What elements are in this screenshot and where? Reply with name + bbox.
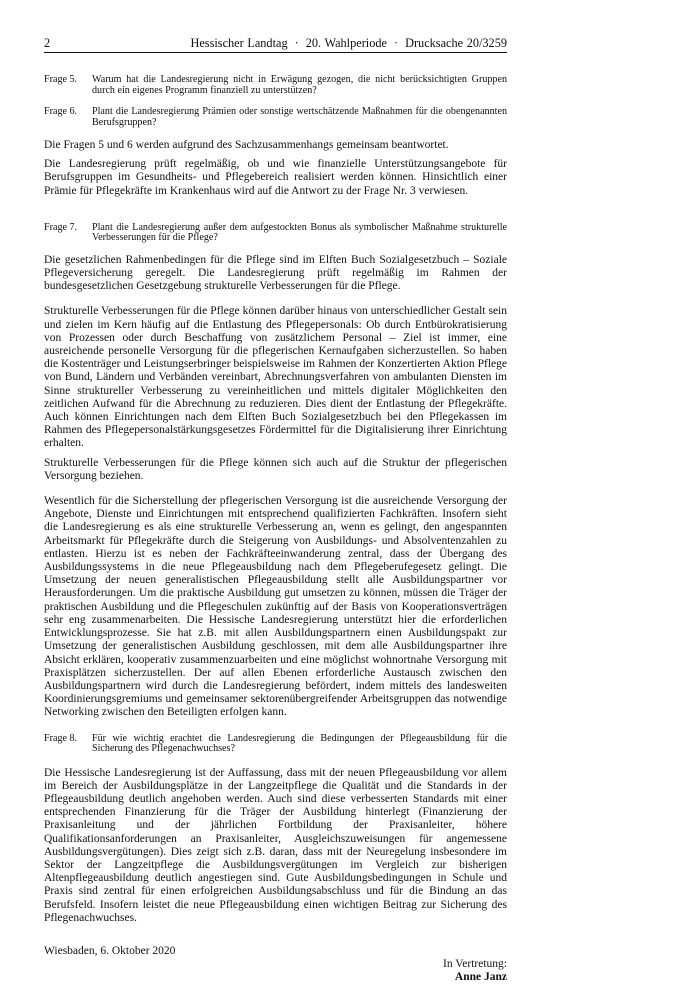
- signature-block: [44, 958, 507, 984]
- answer-paragraph: Die Fragen 5 und 6 werden aufgrund des Sachzusammenhangs gemeinsam beantwortet.: [44, 139, 449, 151]
- header-separator: ·: [294, 36, 299, 50]
- question-label: Frage 7.: [44, 221, 78, 233]
- answer-paragraph: Die gesetzlichen Rahmenbedingen für die Pflege sind im Elften Buch Sozialgesetzbuch – Soziale Pflegeversicherung geregelt. Die Landesregierung prüft regelmäßig im Rahmen der bundesgesetzlichen Gesetzgebung strukturelle Verbesserungen für die Pflege.: [44, 253, 507, 293]
- question-6: [44, 107, 507, 128]
- question-text: Plant die Landesregierung außer dem aufgestockten Bonus als symbolischer Maßnahme strukturelle Verbesserungen für die Pflege?: [92, 221, 507, 244]
- question-text: Warum hat die Landesregierung nicht in Erwägung gezogen, die nicht berücksichtigten Gruppen durch ein eigenes Programm finanziell zu unterstützen?: [92, 74, 507, 96]
- page-content: [44, 36, 507, 985]
- answer-paragraph: Die Landesregierung prüft regelmäßig, ob und wie finanzielle Unterstützungsangebote für Berufsgruppen im Gesundheits- und Pflegebereich realisiert werden können. Hinsichtlich einer Prämie für Pflegekräfte im Krankenhaus wird auf die Antwort zu der Frage Nr. 3 verwiesen.: [44, 158, 507, 197]
- question-text: Für wie wichtig erachtet die Landesregierung die Bedingungen der Pflegeausbildung für die Sicherung des Pflegenachwuchses?: [92, 732, 507, 755]
- place-date: Wiesbaden, 6. Oktober 2020: [44, 944, 176, 957]
- representation-label: In Vertretung:: [443, 958, 507, 971]
- question-8: [44, 734, 507, 755]
- header-drucksache: Drucksache 20/3259: [405, 36, 507, 50]
- page-header: [44, 36, 507, 53]
- answer-paragraph: Wesentlich für die Sicherstellung der pflegerischen Versorgung ist die ausreichende Versorgung der Angebote, Dienste und Einrichtungen mit entsprechend qualifizierten Fachkräften. Insofern sieht die Landesregierung es als eine strukturelle Verbesserung an, wenn es gelingt, den angespannten Arbeitsmarkt für Pflegekräfte durch die Steigerung von Ausbildungs- und Absolventenzahlen zu entlasten. Hierzu ist es neben der Fachkräfteeinwanderung zentral, dass der Übergang des Ausbildungssystems in die neue Pflegeausbildung nach dem Pflegeberufegesetz gelingt. Die Umsetzung der neuen generalistischen Pflegeausbildung stellt alle Ausbildungspartner vor Herausforderungen. Um die praktische Ausbildung gut umsetzen zu können, müssen die Träger der praktischen Ausbildung und die Pflegeschulen zukünftig auf der Basis von Kooperationsverträgen sehr eng zusammenarbeiten. Die Hessische Landesregierung unterstützt hier die erforderlichen Entwicklungsprozesse. Sie hat z.B. mit allen Ausbildungspartnern einen Ausbildungspakt zur Umsetzung der generalistischen Ausbildung geschlossen, mit dem alle Ausbildungspartner ihre Absicht erklären, kooperativ zusammenzuarbeiten und eine möglichst wohnortnahe Versorgung mit Praxisplätzen sicherzustellen. Der auf allen Ebenen erforderliche Austausch zwischen den Ausbildungspartnern wird durch die Landesregierung befördert, indem mittels des landesweiten Koordinierungsgremiums und gemeinsamer sektorenübergreifender Arbeitsgruppen das notwendige Networking zwischen den Beteiligten erfolgen kann.: [44, 495, 507, 719]
- question-label: Frage 6.: [44, 106, 78, 117]
- header-meta: [190, 36, 507, 50]
- signer-name: Anne Janz: [454, 971, 507, 984]
- question-text: Plant die Landesregierung Prämien oder sonstige wertschätzende Maßnahmen für die obengenannten Berufsgruppen?: [92, 106, 507, 128]
- answer-paragraph: Strukturelle Verbesserungen für die Pflege können sich auch auf die Struktur der pflegerischen Versorgung beziehen.: [44, 456, 507, 482]
- answer-paragraph: Strukturelle Verbesserungen für die Pflege können darüber hinaus von unterschiedlicher Gestalt sein und zielen im Kern häufig auf die Entlastung des Pflegepersonals: Ob durch Entbürokratisierung von Prozessen oder durch Beschaffung von zusätzlichem Personal – Ziel ist immer, eine ausreichende personelle Versorgung für die pflegerischen Kernaufgaben sicherzustellen. So haben die Kostenträger und Leistungserbringer beispielsweise im Rahmen der Konzertierten Aktion Pflege von Bund, Ländern und Verbänden vereinbart, Abrechnungsverfahren von ambulanten Diensten im Sinne struktureller Verbesserung zu vereinheitlichen und mittels digitaler Möglichkeiten den zeitlichen Aufwand für die Abrechnung zu reduzieren. Dies dient der Entlastung der Pflegekräfte. Auch können Einrichtungen nach dem Elften Buch Sozialgesetzbuch bei den Pflegekassen im Rahmen des Pflegepersonalstärkungsgesetzes Fördermittel für die Digitalisierung ihrer Einrichtung erhalten.: [44, 305, 507, 450]
- header-separator: ·: [393, 36, 399, 50]
- page-number: 2: [44, 36, 51, 50]
- question-5: [44, 75, 507, 96]
- question-label: Frage 8.: [44, 732, 78, 744]
- question-label: Frage 5.: [44, 74, 78, 85]
- answer-paragraph: Die Hessische Landesregierung ist der Auffassung, dass mit der neuen Pflegeausbildung vor allem im Bereich der Ausbildungsplätze in der Langzeitpflege die Qualität und die Standards in der Pflegeausbildung deutlich angehoben werden. Auch sind diese verbesserten Standards mit einer entsprechenden Finanzierung für die Träger der Ausbildung hinterlegt (Finanzierung der Praxisanleitung und der jährlichen Fortbildung der Praxisanleiter, höhere Qualifikationsanforderungen an Praxisanleiter, Ausgleichszuweisungen für angemessene Ausbildungsvergütungen). Dies zeigt sich z.B. daran, dass mit der Neuregelung insbesondere im Sektor der Langzeitpflege die Ausbildungsvergütungen im Vergleich zur bisherigen Altenpflegeausbildung deutlich angestiegen sind. Gute Ausbildungsbedingungen in Schule und Praxis sind zentral für einen erfolgreichen Ausbildungsabschluss und für die Bindung an das Berufsfeld. Insofern leistet die neue Pflegeausbildung einen wichtigen Beitrag zur Sicherung des Pflegenachwuchses.: [44, 766, 507, 924]
- question-7: [44, 223, 507, 244]
- header-period: 20. Wahlperiode: [305, 36, 387, 50]
- header-parliament: Hessischer Landtag: [190, 36, 288, 50]
